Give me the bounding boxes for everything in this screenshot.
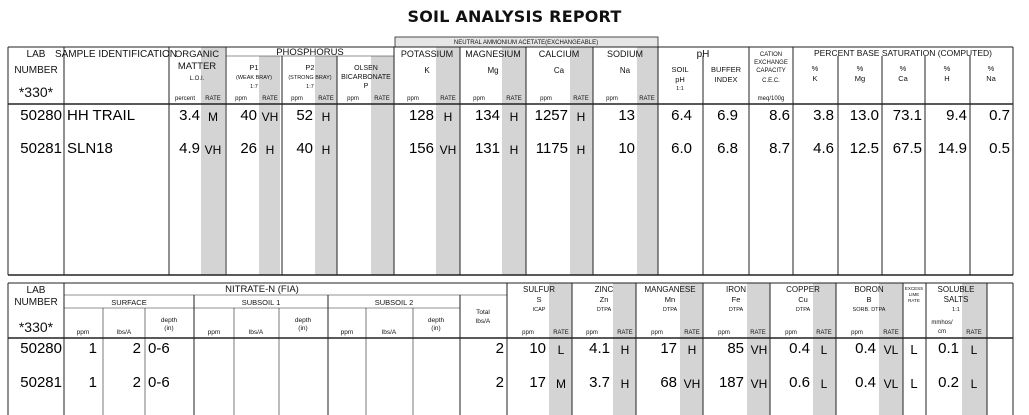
buffer-line1: BUFFER bbox=[711, 65, 741, 74]
soil-ph-value: 6.4 bbox=[671, 107, 692, 124]
sample-cell: SLN18 bbox=[67, 140, 113, 157]
subsoil1-lbsa: lbs/A bbox=[248, 329, 264, 336]
surface-depth-value: 0-6 bbox=[148, 340, 170, 357]
bottom-header bbox=[14, 284, 981, 336]
om-header-line2: MATTER bbox=[177, 61, 217, 72]
ca-value: 1257 bbox=[534, 107, 568, 124]
zinc-l3: DTPA bbox=[596, 307, 612, 313]
number-label: NUMBER bbox=[14, 297, 58, 308]
ca-rate-value: H bbox=[576, 110, 586, 124]
total-unit: lbs/A bbox=[475, 318, 491, 325]
p1-rate-value: H bbox=[265, 143, 275, 157]
nitrate-header: NITRATE-N (FIA) bbox=[225, 284, 299, 295]
surface-lbsa: lbs/A bbox=[116, 329, 132, 336]
lime-value: L bbox=[910, 342, 918, 357]
total-label: Total bbox=[476, 309, 490, 316]
lab-code: *330* bbox=[18, 319, 54, 335]
bs-k-pct: % bbox=[811, 64, 819, 73]
total-value: 2 bbox=[495, 340, 504, 357]
bs-h-value: 14.9 bbox=[937, 140, 967, 157]
k-value: 128 bbox=[408, 107, 434, 124]
lime-l3: RATE bbox=[908, 298, 920, 303]
salts-rate-value: L bbox=[970, 343, 978, 357]
manganese-l1: MANGANESE bbox=[644, 285, 696, 294]
zinc-l2: Zn bbox=[599, 295, 609, 304]
subsoil1-depth-unit: (in) bbox=[298, 325, 308, 332]
p2-sub1: (STRONG BRAY) bbox=[288, 75, 332, 81]
cu-value: 0.6 bbox=[789, 374, 810, 391]
cu-rate-value: L bbox=[820, 377, 828, 391]
sodium-header: SODIUM bbox=[607, 49, 643, 59]
cu-rate-value: L bbox=[820, 343, 828, 357]
ph-header: pH bbox=[696, 49, 710, 60]
bs-k-value: 4.6 bbox=[813, 140, 834, 157]
naa-label: NEUTRAL AMMONIUM ACETATE(EXCHANGEABLE) bbox=[453, 40, 599, 46]
surface-lbs-value: 2 bbox=[132, 374, 141, 391]
subsoil1-depth: depth bbox=[294, 317, 312, 324]
p2-name: P2 bbox=[305, 63, 315, 72]
b-value: 0.4 bbox=[855, 340, 876, 357]
bs-ca-value: 67.5 bbox=[892, 140, 922, 157]
zinc-value: 3.7 bbox=[589, 374, 610, 391]
p1-value: 26 bbox=[240, 140, 257, 157]
salts-value: 0.1 bbox=[938, 340, 959, 357]
manganese-ppm: ppm bbox=[651, 330, 663, 336]
boron-ppm: ppm bbox=[851, 330, 863, 336]
cec-line3: CAPACITY bbox=[756, 68, 786, 74]
surface-ppm-value: 1 bbox=[88, 340, 97, 357]
subsoil2-lbsa: lbs/A bbox=[381, 329, 397, 336]
fe-value: 187 bbox=[718, 374, 744, 391]
sulfur-l2: S bbox=[536, 295, 542, 304]
zinc-value: 4.1 bbox=[589, 340, 610, 357]
iron-l3: DTPA bbox=[728, 307, 744, 313]
copper-l2: Cu bbox=[798, 295, 808, 304]
sample-identification-header: SAMPLE IDENTIFICATION bbox=[54, 49, 178, 60]
om-header-line1: ORGANIC bbox=[174, 49, 220, 60]
om-rate: RATE bbox=[205, 96, 221, 102]
lime-l2: LIME bbox=[908, 292, 920, 297]
potassium-rate: RATE bbox=[440, 96, 456, 102]
om-value: 3.4 bbox=[179, 107, 200, 124]
b-rate-value: VL bbox=[883, 343, 899, 357]
iron-l2: Fe bbox=[731, 295, 741, 304]
bs-na-pct: % bbox=[987, 64, 995, 73]
buffer-value: 6.8 bbox=[717, 140, 738, 157]
surface-ppm-value: 1 bbox=[88, 374, 97, 391]
p1-value: 40 bbox=[240, 107, 257, 124]
p1-rate-value: VH bbox=[261, 110, 279, 124]
copper-l1: COPPER bbox=[786, 285, 820, 294]
manganese-l3: DTPA bbox=[662, 307, 678, 313]
p1-unit: ppm bbox=[235, 96, 247, 102]
lab-number-cell: 50280 bbox=[20, 107, 62, 124]
copper-l3: DTPA bbox=[795, 307, 811, 313]
mn-rate-value: VH bbox=[683, 377, 701, 391]
potassium-sym: K bbox=[424, 66, 430, 75]
sodium-sym: Na bbox=[619, 66, 631, 75]
p2-value: 52 bbox=[296, 107, 313, 124]
lab-number-cell: 50281 bbox=[20, 374, 62, 391]
potassium-unit: ppm bbox=[407, 96, 419, 102]
bs-na-label: Na bbox=[986, 74, 996, 83]
bs-mg-label: Mg bbox=[854, 74, 866, 83]
mg-value: 131 bbox=[474, 140, 500, 157]
sodium-rate: RATE bbox=[639, 96, 655, 102]
mg-rate-value: H bbox=[509, 110, 519, 124]
bs-ca-pct: % bbox=[899, 64, 907, 73]
magnesium-sym: Mg bbox=[487, 66, 499, 75]
olsen-line2: BICARBONATE bbox=[341, 74, 391, 81]
bs-ca-value: 73.1 bbox=[892, 107, 922, 124]
boron-l3: SORB. DTPA bbox=[852, 307, 886, 313]
bs-mg-value: 13.0 bbox=[849, 107, 879, 124]
om-rate-value: M bbox=[208, 110, 218, 124]
magnesium-header: MAGNESIUM bbox=[465, 49, 521, 59]
zinc-rate-value: H bbox=[620, 377, 630, 391]
cec-line1: CATION bbox=[759, 52, 783, 58]
lab-label: LAB bbox=[26, 49, 46, 60]
mn-rate-value: H bbox=[687, 343, 697, 357]
om-header-line3: L.O.I. bbox=[189, 76, 205, 82]
magnesium-rate: RATE bbox=[506, 96, 522, 102]
om-value: 4.9 bbox=[179, 140, 200, 157]
manganese-rate: RATE bbox=[684, 330, 700, 336]
zinc-rate: RATE bbox=[617, 330, 633, 336]
subsoil2-depth: depth bbox=[427, 317, 445, 324]
lime-value: L bbox=[910, 376, 918, 391]
cec-unit: meq/100g bbox=[757, 96, 785, 102]
zinc-l1: ZINC bbox=[594, 285, 614, 294]
surface-ppm: ppm bbox=[76, 329, 90, 336]
buffer-value: 6.9 bbox=[717, 107, 738, 124]
surface-depth: depth bbox=[160, 317, 178, 324]
bs-k-label: K bbox=[812, 74, 818, 83]
subsoil1-header: SUBSOIL 1 bbox=[241, 298, 281, 307]
salts-unit-l2: cm bbox=[938, 329, 946, 335]
iron-rate: RATE bbox=[750, 330, 766, 336]
bs-h-value: 9.4 bbox=[946, 107, 967, 124]
salts-rate: RATE bbox=[966, 330, 982, 336]
boron-l2: B bbox=[866, 295, 872, 304]
buffer-line2: INDEX bbox=[714, 75, 738, 84]
sodium-unit: ppm bbox=[606, 96, 618, 102]
zinc-rate-value: H bbox=[620, 343, 630, 357]
top-rate-shading bbox=[201, 47, 658, 275]
fe-rate-value: VH bbox=[750, 377, 768, 391]
ca-rate-value: H bbox=[576, 143, 586, 157]
subsoil2-depth-unit: (in) bbox=[431, 325, 441, 332]
salts-value: 0.2 bbox=[938, 374, 959, 391]
bs-na-value: 0.5 bbox=[989, 140, 1010, 157]
p1-sub1: (WEAK BRAY) bbox=[236, 75, 272, 81]
b-value: 0.4 bbox=[855, 374, 876, 391]
copper-ppm: ppm bbox=[785, 330, 797, 336]
bs-na-value: 0.7 bbox=[989, 107, 1010, 124]
subsoil2-header: SUBSOIL 2 bbox=[374, 298, 414, 307]
p2-sub2: 1:7 bbox=[306, 84, 314, 90]
soil-ph-line2: pH bbox=[675, 75, 685, 84]
number-label: NUMBER bbox=[14, 65, 58, 76]
om-rate-value: VH bbox=[204, 143, 222, 157]
p2-rate-value: H bbox=[321, 110, 331, 124]
potassium-header: POTASSIUM bbox=[400, 49, 454, 59]
surface-depth-unit: (in) bbox=[164, 325, 174, 332]
calcium-header: CALCIUM bbox=[538, 49, 580, 59]
mg-rate-value: H bbox=[509, 143, 519, 157]
iron-ppm: ppm bbox=[718, 330, 730, 336]
fe-value: 85 bbox=[727, 340, 744, 357]
om-unit: percent bbox=[174, 96, 196, 102]
sulfur-l1: SULFUR bbox=[522, 285, 556, 294]
p2-rate-value: H bbox=[321, 143, 331, 157]
cec-value: 8.6 bbox=[769, 107, 790, 124]
lab-number-cell: 50281 bbox=[20, 140, 62, 157]
sulfur-ppm: ppm bbox=[522, 330, 534, 336]
lime-l1: EXCESS bbox=[904, 286, 924, 291]
bottom-rate-shading bbox=[549, 283, 987, 415]
sulfur-rate-value: M bbox=[556, 377, 566, 391]
b-rate-value: VL bbox=[883, 377, 899, 391]
cu-value: 0.4 bbox=[789, 340, 810, 357]
sulfur-value: 17 bbox=[529, 374, 546, 391]
na-value: 13 bbox=[618, 107, 635, 124]
iron-l1: IRON bbox=[726, 285, 746, 294]
fe-rate-value: VH bbox=[750, 343, 768, 357]
ca-value: 1175 bbox=[535, 140, 568, 157]
p2-value: 40 bbox=[296, 140, 313, 157]
surface-depth-value: 0-6 bbox=[148, 374, 170, 391]
bs-h-label: H bbox=[944, 74, 950, 83]
salts-rate-value: L bbox=[970, 377, 978, 391]
cec-value: 8.7 bbox=[769, 140, 790, 157]
surface-lbs-value: 2 bbox=[132, 340, 141, 357]
p1-name: P1 bbox=[249, 63, 259, 72]
p2-unit: ppm bbox=[291, 96, 303, 102]
salts-l3: 1:1 bbox=[952, 307, 960, 313]
k-value: 156 bbox=[408, 140, 434, 157]
subsoil1-ppm: ppm bbox=[207, 329, 221, 336]
calcium-unit: ppm bbox=[540, 96, 552, 102]
salts-l2: SALTS bbox=[943, 295, 969, 304]
calcium-sym: Ca bbox=[553, 66, 565, 75]
zinc-ppm: ppm bbox=[586, 330, 598, 336]
magnesium-unit: ppm bbox=[473, 96, 485, 102]
bs-h-pct: % bbox=[943, 64, 951, 73]
olsen-line1: OLSEN bbox=[354, 65, 378, 72]
bs-mg-value: 12.5 bbox=[849, 140, 879, 157]
manganese-l2: Mn bbox=[664, 295, 676, 304]
sulfur-value: 10 bbox=[529, 340, 546, 357]
total-value: 2 bbox=[495, 374, 504, 391]
surface-header: SURFACE bbox=[111, 298, 147, 307]
sulfur-rate-value: L bbox=[557, 343, 565, 357]
p2-rate: RATE bbox=[318, 96, 334, 102]
lab-label: LAB bbox=[26, 285, 46, 296]
phosphorus-header: PHOSPHORUS bbox=[276, 47, 344, 58]
sulfur-rate: RATE bbox=[553, 330, 569, 336]
bs-k-value: 3.8 bbox=[813, 107, 834, 124]
mn-value: 17 bbox=[660, 340, 677, 357]
copper-rate: RATE bbox=[816, 330, 832, 336]
salts-unit-l1: mmhos/ bbox=[931, 320, 953, 326]
base-sat-header: PERCENT BASE SATURATION (COMPUTED) bbox=[813, 48, 993, 58]
lab-code: *330* bbox=[18, 84, 54, 100]
boron-rate: RATE bbox=[883, 330, 899, 336]
olsen-line3: P bbox=[363, 83, 369, 90]
na-value: 10 bbox=[618, 140, 635, 157]
olsen-unit: ppm bbox=[347, 96, 359, 102]
cec-line4: C.E.C. bbox=[762, 78, 780, 84]
mn-value: 68 bbox=[660, 374, 677, 391]
sulfur-l3: ICAP bbox=[532, 307, 546, 313]
k-rate-value: H bbox=[443, 110, 453, 124]
report-title: SOIL ANALYSIS REPORT bbox=[407, 7, 622, 26]
cec-line2: EXCHANGE bbox=[754, 60, 788, 66]
bs-mg-pct: % bbox=[856, 64, 864, 73]
mg-value: 134 bbox=[474, 107, 500, 124]
calcium-rate: RATE bbox=[573, 96, 589, 102]
olsen-rate: RATE bbox=[374, 96, 390, 102]
boron-l1: BORON bbox=[854, 285, 884, 294]
soil-ph-line3: 1:1 bbox=[676, 86, 684, 92]
sample-cell: HH TRAIL bbox=[67, 107, 136, 124]
k-rate-value: VH bbox=[439, 143, 457, 157]
p1-rate: RATE bbox=[262, 96, 278, 102]
subsoil2-ppm: ppm bbox=[340, 329, 354, 336]
bs-ca-label: Ca bbox=[898, 74, 908, 83]
salts-l1: SOLUBLE bbox=[937, 285, 975, 294]
p1-sub2: 1:7 bbox=[250, 84, 258, 90]
soil-ph-value: 6.0 bbox=[671, 140, 692, 157]
soil-ph-line1: SOIL bbox=[671, 65, 689, 74]
lab-number-cell: 50280 bbox=[20, 340, 62, 357]
